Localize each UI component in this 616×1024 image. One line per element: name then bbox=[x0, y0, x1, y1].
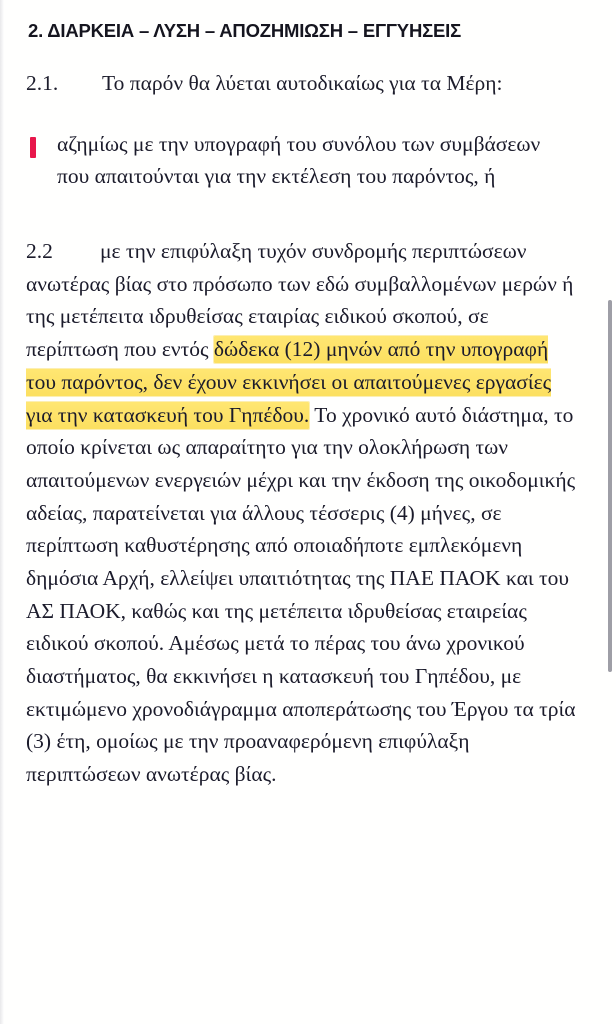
page-left-edge bbox=[0, 0, 4, 1024]
clause-2-1-text: Το παρόν θα λύεται αυτοδικαίως για τα Μέρη: bbox=[102, 71, 503, 95]
vertical-scrollbar[interactable] bbox=[608, 300, 612, 672]
highlighted-passage: δώδεκα (12) μηνών από την υπογραφή του παρόντος, δεν έχουν εκκινήσει οι απαιτούμενες εργασίες για την κατασκευή του Γηπέδου. bbox=[26, 337, 552, 427]
clause-2-2-text-before-highlight: με την επιφύλαξη τυχόν συνδρομής περιπτώσεων ανωτέρας βίας στο πρόσωπο των εδώ συμβαλλομένων μερών ή της μετέπειτα ιδρυθείσας εταιρίας ειδικού σκοπού, σε περίπτωση που εντός bbox=[26, 239, 574, 362]
page-title: 2. ΔΙΑΡΚΕΙΑ – ΛΥΣΗ – ΑΠΟΖΗΜΙΩΣΗ – ΕΓΓΥΗΣΕΙΣ bbox=[28, 20, 461, 41]
clause-2-2-text-after-highlight: Το χρονικό αυτό διάστημα, το οποίο κρίνεται ως απαραίτητο για την ολοκλήρωση των απαιτούμενων ενεργειών μέχρι και την έκδοση της οικοδομικής αδείας, παρατείνεται για άλλους τέσσερις (4) μήνες, σε περίπτωση καθυστέρησης από οποιαδήποτε εμπλεκόμενη δημόσια Αρχή, ελλείψει υπαιτιότητας της ΠΑΕ ΠΑΟΚ και του ΑΣ ΠΑΟΚ, καθώς και της μετέπειτα ιδρυθείσας εταιρείας ειδικού σκοπού. Αμέσως μετά το πέρας του άνω χρονικού διαστήματος, θα εκκινήσει η κατασκευή του Γηπέδου, με εκτιμώμενο χρονοδιάγραμμα αποπεράτωσης του Έργου τα τρία (3) έτη, ομοίως με την προαναφερόμενη επιφύλαξη περιπτώσεων ανωτέρας βίας. bbox=[26, 402, 576, 786]
clause-2-2 bbox=[26, 235, 590, 790]
clause-2-1-number: 2.1. bbox=[26, 71, 59, 95]
list-item bbox=[26, 128, 590, 193]
bullet-marker-icon bbox=[30, 137, 36, 158]
clause-2-2-number: 2.2 bbox=[26, 239, 53, 264]
clause-2-1 bbox=[26, 69, 590, 98]
bullet-item-text: αζημίως με την υπογραφή του συνόλου των συμβάσεων που απαιτούνται για την εκτέλεση του παρόντος, ή bbox=[57, 131, 541, 189]
